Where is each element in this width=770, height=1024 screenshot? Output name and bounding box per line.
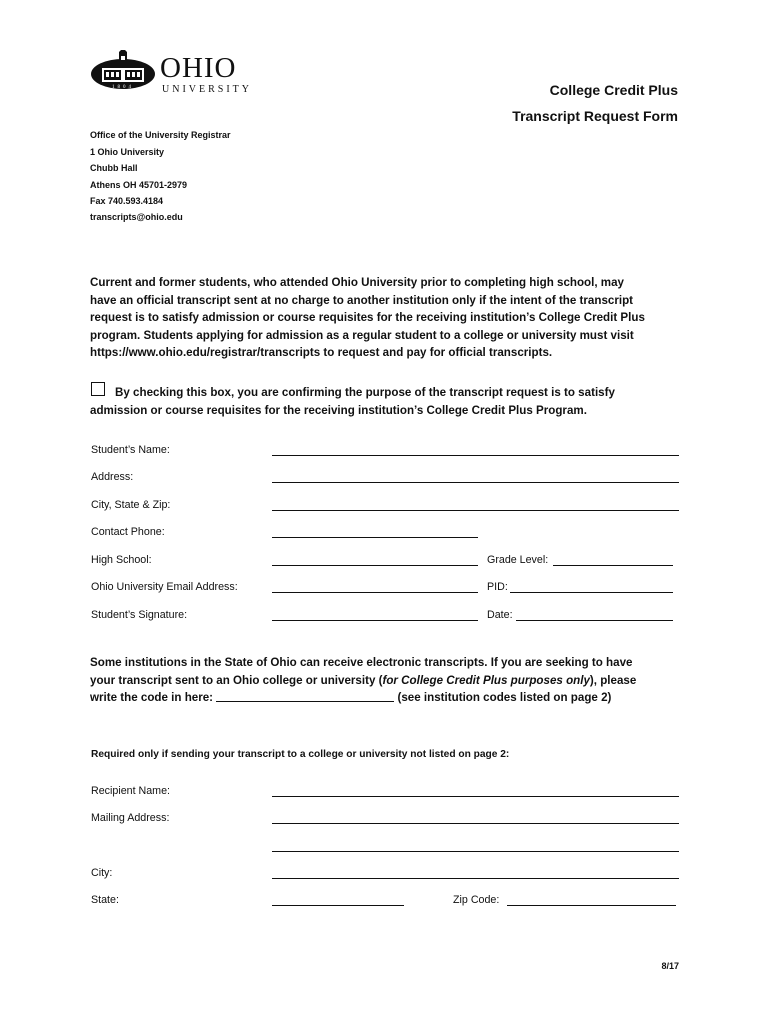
electronic-line-2 (90, 672, 685, 690)
pid-label: PID: (487, 581, 508, 593)
student-name-field[interactable] (272, 455, 679, 456)
email-label: Ohio University Email Address: (91, 581, 238, 593)
office-line: Chubb Hall (90, 163, 138, 173)
grade-level-label: Grade Level: (487, 554, 549, 566)
recipient-state-field[interactable] (272, 905, 404, 906)
contact-phone-label: Contact Phone: (91, 526, 165, 538)
electronic-text: your transcript sent to an Ohio college or university ( (90, 673, 383, 687)
date-field[interactable] (516, 620, 673, 621)
consent-text-2: admission or course requisites for the receiving institution’s College Credit Plus Program. (90, 404, 587, 417)
electronic-paragraph (90, 654, 685, 707)
city-state-zip-label: City, State & Zip: (91, 499, 171, 511)
email-field[interactable] (272, 592, 478, 593)
high-school-label: High School: (91, 554, 152, 566)
office-line: 1 Ohio University (90, 147, 165, 157)
institution-code-field[interactable] (216, 689, 394, 702)
intro-line: Current and former students, who attended Ohio University prior to completing high school, may (90, 276, 625, 289)
student-name-label: Student’s Name: (91, 444, 170, 456)
cutler-hall-icon (90, 50, 156, 90)
pid-field[interactable] (510, 592, 673, 593)
electronic-line-3 (90, 689, 685, 707)
office-email: transcripts@ohio.edu (90, 212, 183, 222)
intro-line: request is to satisfy admission or course requisites for the receiving institution’s College Credit Plus (90, 311, 645, 324)
recipient-city-label: City: (91, 867, 113, 879)
recipient-city-field[interactable] (272, 878, 679, 879)
mailing-address-label: Mailing Address: (91, 812, 170, 824)
electronic-line-1: Some institutions in the State of Ohio can receive electronic transcripts. If you are seeking to have (90, 656, 633, 669)
address-field[interactable] (272, 482, 679, 483)
intro-line: https://www.ohio.edu/registrar/transcripts to request and pay for official transcripts. (90, 346, 553, 359)
page-number: 8/17 (661, 961, 679, 971)
electronic-text: write the code in here: (90, 691, 217, 704)
office-line: Athens OH 45701-2979 (90, 180, 188, 190)
office-line: Fax 740.593.4184 (90, 196, 164, 206)
recipient-note: Required only if sending your transcript to a college or university not listed on page 2: (91, 749, 510, 760)
signature-field[interactable] (272, 620, 478, 621)
city-state-zip-field[interactable] (272, 510, 679, 511)
intro-line: program. Students applying for admission as a regular student to a college or university must visit (90, 328, 634, 342)
date-label: Date: (487, 609, 513, 621)
recipient-name-field[interactable] (272, 796, 679, 797)
mailing-address-field-2[interactable] (272, 851, 679, 852)
contact-phone-field[interactable] (272, 537, 478, 538)
form-title-name: Transcript Request Form (512, 108, 678, 124)
logo-ohio-text: OHIO (160, 52, 237, 84)
grade-level-field[interactable] (553, 565, 673, 566)
intro-line: have an official transcript sent at no charge to another institution only if the intent of the transcript (90, 293, 634, 307)
consent-text-1: By checking this box, you are confirming the purpose of the transcript request is to satisfy (115, 386, 615, 399)
recipient-state-label: State: (91, 894, 119, 906)
purpose-checkbox[interactable] (91, 382, 105, 396)
form-title-program: College Credit Plus (549, 82, 678, 98)
high-school-field[interactable] (272, 565, 478, 566)
recipient-zip-field[interactable] (507, 905, 676, 906)
electronic-text: (see institution codes listed on page 2) (394, 691, 612, 704)
logo-university-text: UNIVERSITY (162, 84, 252, 95)
logo-year: 1804 (112, 85, 134, 90)
electronic-emphasis: for College Credit Plus purposes only (382, 673, 590, 687)
office-line: Office of the University Registrar (90, 130, 231, 140)
signature-label: Student’s Signature: (91, 609, 188, 621)
electronic-text: ), please (589, 673, 637, 687)
ohio-university-logo (90, 50, 260, 98)
consent-line-2 (90, 402, 685, 420)
mailing-address-field[interactable] (272, 823, 679, 824)
recipient-zip-label: Zip Code: (453, 894, 500, 906)
address-label: Address: (91, 471, 134, 483)
consent-line-1 (115, 384, 685, 402)
intro-paragraph (90, 274, 685, 362)
recipient-name-label: Recipient Name: (91, 785, 171, 797)
